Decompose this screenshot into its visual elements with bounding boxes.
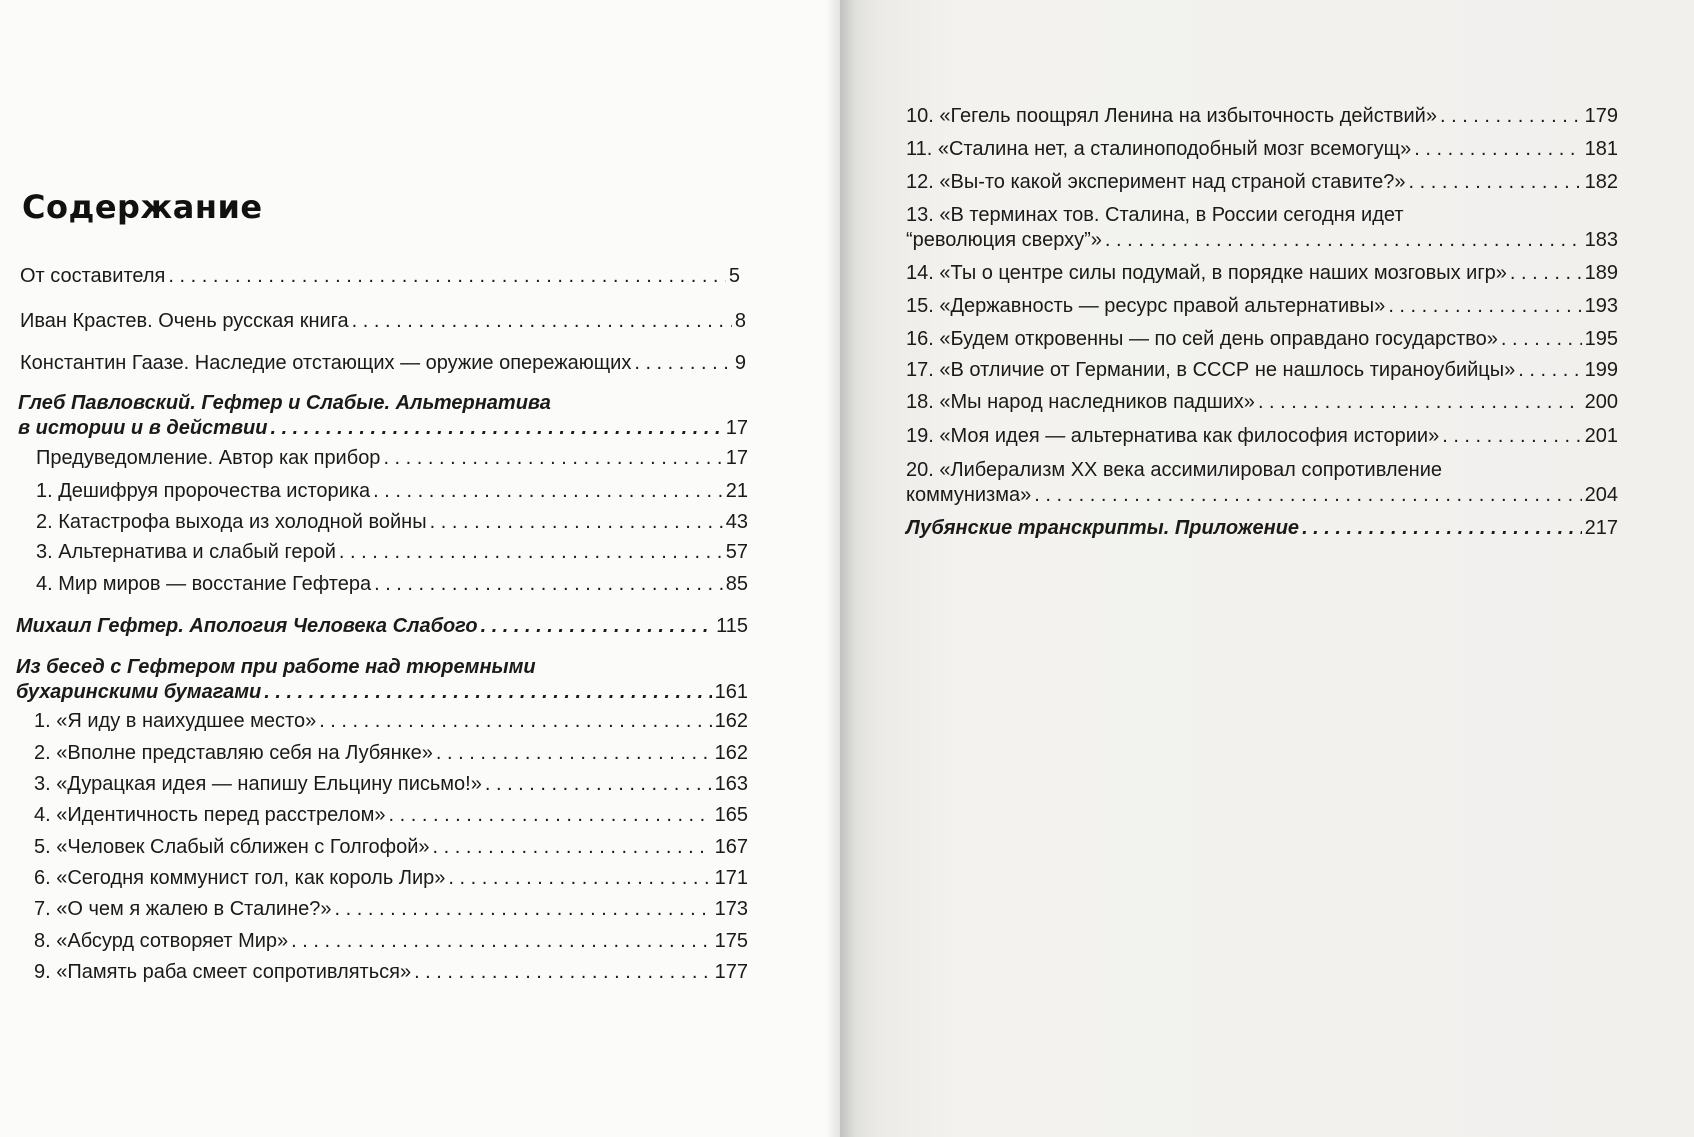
toc-entry[interactable]: [20, 264, 740, 289]
entry-page-number: 9: [734, 352, 746, 374]
entry-title: 1. «Я иду в наихудшее место»: [34, 710, 317, 732]
toc-entry[interactable]: [906, 390, 1618, 415]
dot-leader: [430, 510, 723, 535]
dot-leader: [1034, 483, 1581, 508]
entry-title: 20. «Либерализм XX века ассимилировал сопротивление: [906, 459, 1442, 481]
entry-page-number: 57: [725, 541, 748, 563]
toc-entry[interactable]: [36, 540, 748, 565]
dot-leader: [1414, 137, 1581, 162]
toc-entry[interactable]: [906, 170, 1618, 195]
dot-leader: [335, 897, 712, 922]
entry-title: 9. «Память раба смеет сопротивляться»: [34, 961, 412, 983]
dot-leader: [373, 479, 723, 504]
entry-page-number: 85: [725, 573, 748, 595]
entry-page-number: 217: [1584, 517, 1618, 539]
dot-leader: [1409, 170, 1582, 195]
entry-page-number: 195: [1584, 328, 1618, 350]
toc-entry[interactable]: [34, 772, 748, 797]
entry-title: 14. «Ты о центре силы подумай, в порядке наших мозговых игр»: [906, 262, 1507, 284]
entry-title: 3. «Дурацкая идея — напишу Ельцину письмо!»: [34, 773, 482, 795]
entry-title: 18. «Мы народ наследников падших»: [906, 391, 1255, 413]
dot-leader: [383, 446, 722, 471]
dot-leader: [319, 709, 711, 734]
dot-leader: [414, 960, 712, 985]
entry-title: 11. «Сталина нет, а сталиноподобный мозг всемогущ»: [906, 138, 1412, 160]
entry-title: Константин Гаазе. Наследие отстающих — оружие опережающих: [20, 352, 632, 374]
entry-page-number: 162: [714, 742, 748, 764]
dot-leader: [485, 772, 712, 797]
dot-leader: [264, 680, 711, 705]
dot-leader: [270, 416, 722, 441]
entry-page-number: 171: [714, 867, 748, 889]
entry-page-number: 182: [1584, 171, 1618, 193]
toc-entry[interactable]: [906, 327, 1618, 352]
entry-title: 7. «О чем я жалею в Сталине?»: [34, 898, 332, 920]
entry-page-number: 161: [714, 681, 748, 703]
entry-page-number: 21: [725, 480, 748, 502]
toc-entry[interactable]: [34, 709, 748, 734]
toc-entry[interactable]: [36, 479, 748, 504]
dot-leader: [436, 741, 712, 766]
entry-title: Лубянские транскрипты. Приложение: [906, 517, 1300, 539]
dot-leader: [1442, 424, 1581, 449]
entry-title: 15. «Державность — ресурс правой альтернативы»: [906, 295, 1386, 317]
entry-page-number: 165: [714, 804, 748, 826]
dot-leader: [168, 264, 726, 289]
entry-title: 5. «Человек Слабый сближен с Голгофой»: [34, 836, 430, 858]
entry-page-number: 173: [714, 898, 748, 920]
entry-title-continued: “революция сверху”»: [906, 229, 1102, 251]
dot-leader: [1518, 358, 1581, 383]
entry-title: Из бесед с Гефтером при работе над тюремными: [16, 656, 536, 678]
entry-page-number: 199: [1584, 359, 1618, 381]
toc-entry[interactable]: [20, 309, 746, 334]
entry-title: 4. Мир миров — восстание Гефтера: [36, 573, 372, 595]
entry-page-number: 177: [714, 961, 748, 983]
entry-page-number: 163: [714, 773, 748, 795]
entry-title: 2. «Вполне представляю себя на Лубянке»: [34, 742, 433, 764]
dot-leader: [448, 866, 711, 891]
book-spine-shadow: [826, 0, 856, 1137]
toc-entry[interactable]: [906, 203, 1618, 253]
dot-leader: [1388, 294, 1581, 319]
entry-title: 8. «Абсурд сотворяет Мир»: [34, 930, 289, 952]
show-through-text: [230, 42, 236, 76]
dot-leader: [1302, 516, 1582, 541]
entry-title: 2. Катастрофа выхода из холодной войны: [36, 511, 427, 533]
entry-page-number: 5: [728, 265, 740, 287]
toc-entry[interactable]: [34, 741, 748, 766]
dot-leader: [374, 572, 723, 597]
entry-title-continued: коммунизма»: [906, 484, 1032, 506]
toc-entry[interactable]: [34, 803, 748, 828]
toc-entry[interactable]: [34, 866, 748, 891]
toc-entry[interactable]: [906, 137, 1618, 162]
dot-leader: [339, 540, 723, 565]
right-page: [840, 0, 1694, 1137]
toc-entry[interactable]: [20, 351, 746, 376]
toc-section-entry[interactable]: [16, 655, 748, 705]
entry-page-number: 183: [1584, 229, 1618, 251]
entry-title: 12. «Вы-то какой эксперимент над страной ставите?»: [906, 171, 1406, 193]
dot-leader: [1440, 104, 1582, 129]
entry-page-number: 167: [714, 836, 748, 858]
entry-title: Михаил Гефтер. Апология Человека Слабого: [16, 615, 478, 637]
entry-title-continued: в истории и в действии: [18, 417, 268, 439]
entry-title: 1. Дешифруя пророчества историка: [36, 480, 371, 502]
entry-title: 17. «В отличие от Германии, в СССР не нашлось тираноубийцы»: [906, 359, 1516, 381]
entry-page-number: 201: [1584, 425, 1618, 447]
entry-page-number: 181: [1584, 138, 1618, 160]
entry-title: 19. «Моя идея — альтернатива как философия истории»: [906, 425, 1440, 447]
toc-entry[interactable]: [906, 424, 1618, 449]
entry-page-number: 175: [714, 930, 748, 952]
entry-page-number: 189: [1584, 262, 1618, 284]
entry-page-number: 17: [725, 417, 748, 439]
entry-title: Глеб Павловский. Гефтер и Слабые. Альтернатива: [18, 392, 551, 414]
entry-page-number: 193: [1584, 295, 1618, 317]
toc-entry[interactable]: [906, 294, 1618, 319]
contents-title: Содержание: [22, 188, 263, 226]
dot-leader: [481, 614, 714, 639]
dot-leader: [1510, 261, 1582, 286]
entry-page-number: 179: [1584, 105, 1618, 127]
toc-entry[interactable]: [906, 104, 1618, 129]
dot-leader: [1258, 390, 1582, 415]
entry-title: 6. «Сегодня коммунист гол, как король Лир»: [34, 867, 446, 889]
entry-title: Иван Крастев. Очень русская книга: [20, 310, 349, 332]
entry-page-number: 204: [1584, 484, 1618, 506]
entry-title: 3. Альтернатива и слабый герой: [36, 541, 336, 563]
toc-entry[interactable]: [34, 960, 748, 985]
entry-title-continued: бухаринскими бумагами: [16, 681, 262, 703]
toc-section-entry[interactable]: [16, 614, 748, 639]
dot-leader: [291, 929, 711, 954]
toc-entry[interactable]: [34, 929, 748, 954]
dot-leader: [1501, 327, 1582, 352]
toc-entry[interactable]: [906, 458, 1618, 508]
dot-leader: [389, 803, 712, 828]
entry-title: 4. «Идентичность перед расстрелом»: [34, 804, 386, 826]
entry-page-number: 8: [734, 310, 746, 332]
toc-section-entry[interactable]: [906, 516, 1618, 541]
entry-page-number: 200: [1584, 391, 1618, 413]
toc-entry[interactable]: [906, 358, 1618, 383]
entry-page-number: 43: [725, 511, 748, 533]
toc-entry[interactable]: [34, 897, 748, 922]
toc-entry[interactable]: [906, 261, 1618, 286]
toc-entry[interactable]: [36, 572, 748, 597]
entry-title: 10. «Гегель поощрял Ленина на избыточность действий»: [906, 105, 1437, 127]
entry-title: 16. «Будем откровенны — по сей день оправдано государство»: [906, 328, 1498, 350]
entry-page-number: 17: [725, 447, 748, 469]
entry-title: Предуведомление. Автор как прибор: [36, 447, 381, 469]
left-page: [0, 0, 840, 1137]
dot-leader: [433, 835, 712, 860]
dot-leader: [634, 351, 732, 376]
toc-entry[interactable]: [36, 446, 748, 471]
dot-leader: [352, 309, 732, 334]
toc-section-entry[interactable]: [18, 391, 748, 441]
entry-title: 13. «В терминах тов. Сталина, в России сегодня идет: [906, 204, 1404, 226]
dot-leader: [1105, 228, 1582, 253]
entry-page-number: 115: [716, 615, 748, 637]
toc-entry[interactable]: [36, 510, 748, 535]
entry-title: От составителя: [20, 265, 166, 287]
toc-entry[interactable]: [34, 835, 748, 860]
entry-page-number: 162: [714, 710, 748, 732]
